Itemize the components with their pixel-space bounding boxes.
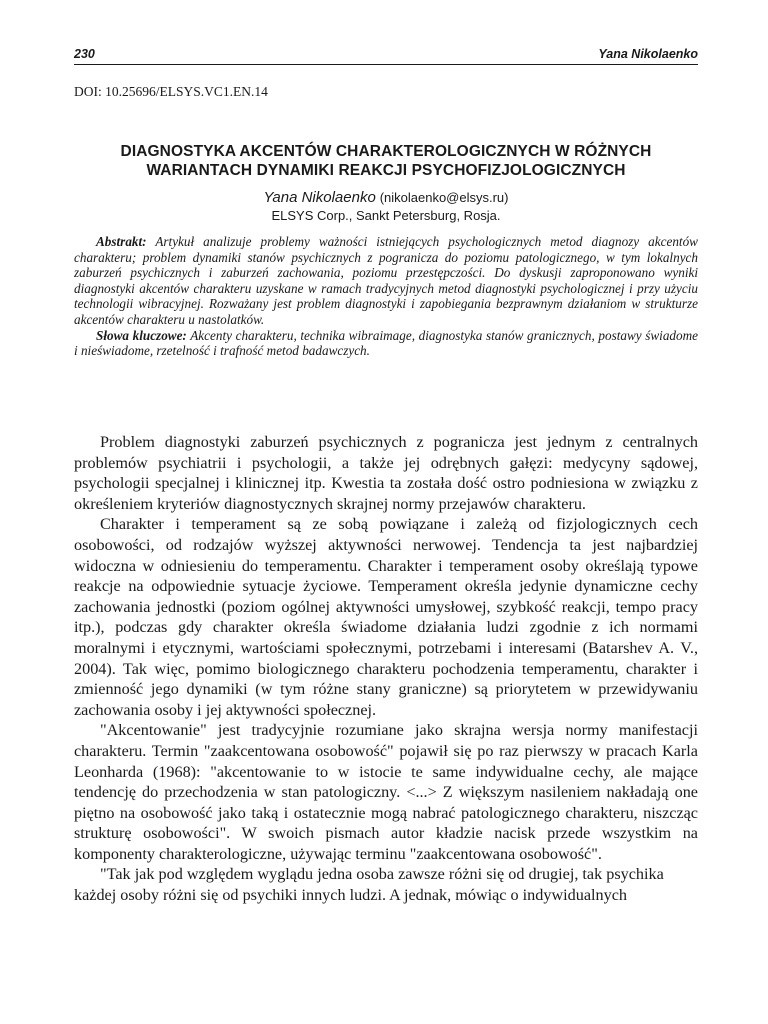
body-text: [74, 432, 698, 906]
running-header-author: Yana Nikolaenko: [598, 47, 698, 61]
keywords-label: Słowa kluczowe:: [96, 327, 187, 343]
title-line-2: WARIANTACH DYNAMIKI REAKCJI PSYCHOFIZJOLOGICZNYCH: [146, 162, 626, 179]
keywords-text: Akcenty charakteru, technika wibraimage, diagnostyka stanów granicznych, postawy świadome i nieświadome, rzetelność i trafność metod badawczych.: [74, 327, 698, 359]
header-rule: [74, 64, 698, 65]
body-paragraph-1: Problem diagnostyki zaburzeń psychicznych z pogranicza jest jednym z centralnych problemów psychiatrii i psychologii, a także jej odrębnych gałęzi: medycyny sądowej, psychologii specjalnej i klinicznej itp. Kwestia ta została dość ostro podniesiona w związku z określeniem kryteriów diagnostycznych skrajnej normy przejawów charakteru.: [74, 433, 698, 513]
title-line-1: DIAGNOSTYKA AKCENTÓW CHARAKTEROLOGICZNYCH W RÓŻNYCH: [120, 143, 652, 160]
author-affiliation: ELSYS Corp., Sankt Petersburg, Rosja.: [271, 208, 501, 223]
abstract-paragraph: [74, 234, 698, 328]
body-paragraph-2: Charakter i temperament są ze sobą powiązane i zależą od fizjologicznych cech osobowości, od rodzajów wyższej aktywności nerwowej. Tendencja ta jest najbardziej widoczna w odniesieniu do temperamentu. Charakter i temperament osoby określają typowe reakcje na odpowiednie sytuacje życiowe. Temperament określa jedynie dynamiczne cechy zachowania jednostki (poziom ogólnej aktywności umysłowej, szybkość reakcji, tempo pracy itp.), podczas gdy charakter określa świadome działania ludzi zgodnie z ich normami moralnymi i etycznymi, wartościami społecznymi, potrzebami i interesami (Batarshev A. V., 2004). Tak więc, pomimo biologicznego charakteru pochodzenia temperamentu, charakter i zmienność jego dynamiki (w tym różne stany graniczne) są priorytetem w przewidywaniu zachowania osoby i jej aktywności społecznej.: [74, 515, 698, 719]
author-name: Yana Nikolaenko: [263, 189, 376, 206]
body-paragraph-4: "Tak jak pod względem wyglądu jedna osoba zawsze różni się od drugiej, tak psychika każdej osoby różni się od psychiki innych ludzi. A jednak, mówiąc o indywidualnych: [74, 865, 664, 905]
doi: DOI: 10.25696/ELSYS.VC1.EN.14: [74, 84, 268, 99]
abstract-label: Abstrakt:: [96, 234, 147, 249]
paper-title: [74, 142, 698, 180]
abstract-text: Artykuł analizuje problemy ważności istniejących psychologicznych metod diagnozy akcentów charakteru; problem dynamiki stanów psychicznych z pogranicza do poziomu patologicznego, w tym lokalnych zaburzeń psychicznych i zaburzeń zachowania, poziomu przestępczości. Do dyskusji zaproponowano wyniki diagnostyki akcentów charakteru uzyskane w ramach tradycyjnych metod diagnostyki psychologicznej i przy użyciu technologii wibracyjnej. Rozważany jest problem diagnostyki i zapobiegania bezprawnym działaniom w strukturze akcentów charakteru u nastolatków.: [74, 234, 698, 327]
page-number: 230: [74, 47, 95, 61]
abstract-block: [74, 234, 698, 359]
author-email: (nikolaenko@elsys.ru): [379, 190, 509, 205]
page-header: [74, 44, 698, 64]
author-line: [74, 188, 698, 207]
body-paragraph-3: "Akcentowanie" jest tradycyjnie rozumiane jako skrajna wersja normy manifestacji charakteru. Termin "zaakcentowana osobowość" pojawił się po raz pierwszy w pracach Karla Leonharda (1968): "akcentowanie to w istocie te same indywidualne cechy, ale mające tendencję do przechodzenia w stan patologiczny. <...> Z większym nasileniem nakładają one piętno na osobowość jako taką i ostatecznie mogą nabrać patologicznego charakteru, niszcząc strukturę osobowości". W swoich pismach autor kładzie nacisk przede wszystkim na komponenty charakterologiczne, używając terminu "zaakcentowana osobowość".: [74, 721, 698, 863]
keywords-paragraph: [74, 328, 698, 359]
